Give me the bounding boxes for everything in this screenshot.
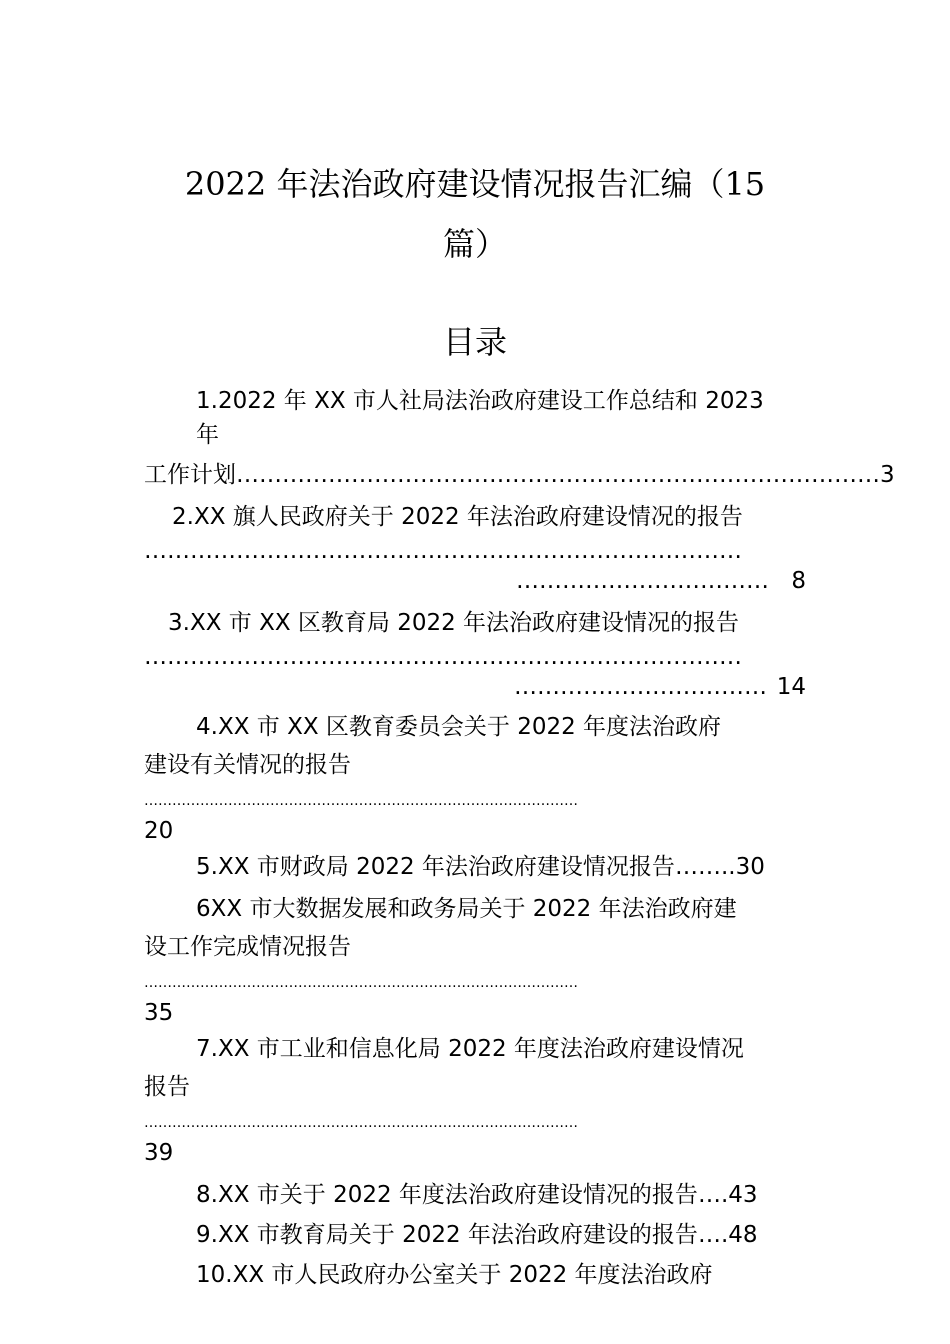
toc-entry-9-leader: …. <box>697 1222 729 1248</box>
toc-entry-6-page: 35 <box>144 1000 174 1026</box>
toc-entry-9 <box>196 1220 816 1250</box>
toc-entry-7-page: 39 <box>144 1140 174 1166</box>
toc-entry-8-page: 43 <box>728 1182 758 1208</box>
toc-entry-3-line3 <box>514 672 806 702</box>
toc-entry-7-line2: 报告 <box>144 1074 190 1100</box>
toc-entry-8-leader: …. <box>697 1182 729 1208</box>
toc-entry-2-line1: 2.XX 旗人民政府关于 2022 年法治政府建设情况的报告 <box>172 504 743 530</box>
toc-entry-6-leader: ………………………………………………………………………………… <box>144 975 578 991</box>
document-title: 2022 年法治政府建设情况报告汇编（15 <box>184 165 766 203</box>
toc-entry-8-text: 8.XX 市关于 2022 年度法治政府建设情况的报告 <box>196 1182 698 1208</box>
toc-entry-4-line2: 建设有关情况的报告 <box>144 752 351 778</box>
toc-entry-5-text: 5.XX 市财政局 2022 年法治政府建设情况报告 <box>196 854 675 880</box>
toc-entry-1-leader: ………………………………………………………………………… <box>236 462 880 488</box>
toc-entry-7-leader: ………………………………………………………………………………… <box>144 1115 578 1131</box>
toc-entry-3-page: 14 <box>776 674 806 700</box>
toc-entry-5-leader: …….. <box>674 854 736 880</box>
toc-entry-1-line2: 年 <box>196 422 219 448</box>
toc-entry-1-text: 工作计划 <box>144 462 236 488</box>
toc-entry-9-page: 48 <box>728 1222 758 1248</box>
toc-entry-6-line1: 6XX 市大数据发展和政务局关于 2022 年法治政府建 <box>196 896 737 922</box>
toc-entry-4-line1: 4.XX 市 XX 区教育委员会关于 2022 年度法治政府 <box>196 714 722 740</box>
toc-entry-8 <box>196 1180 816 1210</box>
toc-entry-2-line3 <box>516 566 806 596</box>
toc-entry-1-page: 3 <box>880 462 895 488</box>
toc-entry-4-page: 20 <box>144 818 174 844</box>
document-title-continued: 篇） <box>442 225 507 263</box>
toc-entry-1-line3 <box>144 460 895 490</box>
toc-entry-9-text: 9.XX 市教育局关于 2022 年法治政府建设的报告 <box>196 1222 698 1248</box>
toc-entry-6-line2: 设工作完成情况报告 <box>144 934 351 960</box>
toc-entry-3-line1: 3.XX 市 XX 区教育局 2022 年法治政府建设情况的报告 <box>168 610 740 636</box>
toc-entry-7-line1: 7.XX 市工业和信息化局 2022 年度法治政府建设情况 <box>196 1036 744 1062</box>
toc-entry-10-line1: 10.XX 市人民政府办公室关于 2022 年度法治政府 <box>196 1262 713 1288</box>
toc-entry-4-leader: ………………………………………………………………………………… <box>144 793 578 809</box>
toc-entry-2-leader-end: …………………………… <box>516 568 769 594</box>
toc-entry-2-page: 8 <box>791 568 806 594</box>
toc-entry-3-leader-end: …………………………… <box>514 674 767 700</box>
toc-entry-3-leader: …………………………………………………………………… <box>144 644 742 670</box>
toc-entry-5 <box>196 852 816 882</box>
toc-entry-1-line1: 1.2022 年 XX 市人社局法治政府建设工作总结和 2023 <box>196 388 764 414</box>
toc-entry-5-page: 30 <box>735 854 765 880</box>
toc-heading: 目录 <box>442 323 507 361</box>
toc-entry-2-leader: …………………………………………………………………… <box>144 538 742 564</box>
